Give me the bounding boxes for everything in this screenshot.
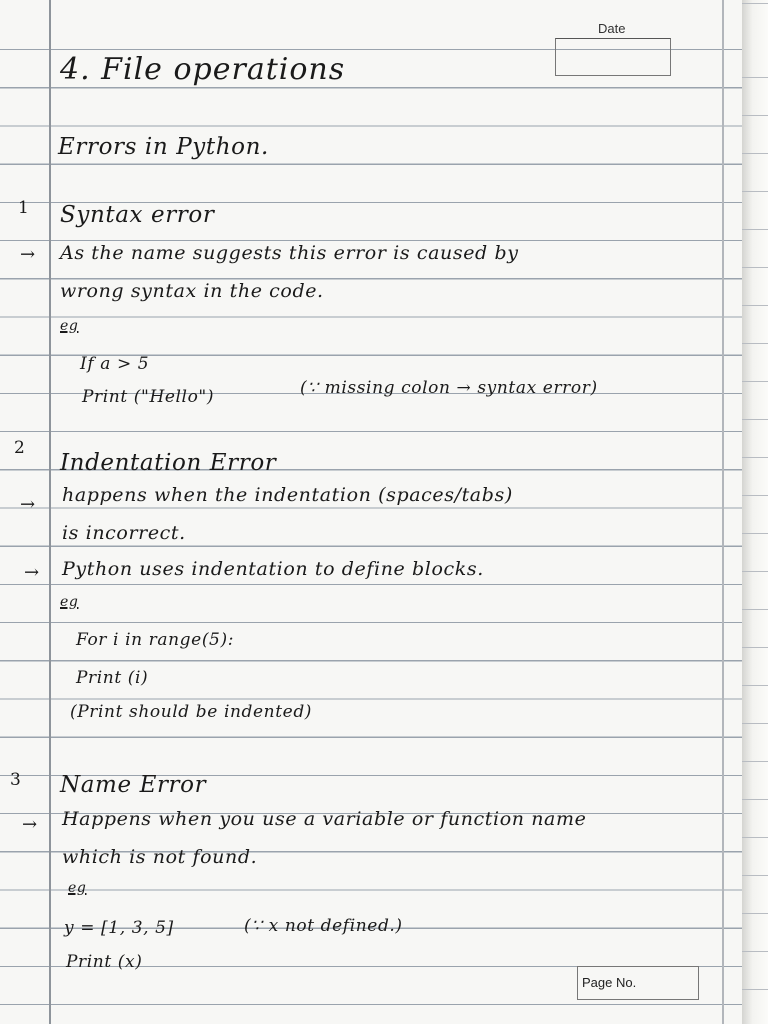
code-line: If a > 5: [80, 354, 150, 374]
code-line: For i in range(5):: [76, 630, 235, 650]
note-line: As the name suggests this error is caused by: [60, 242, 519, 264]
example-label: eg: [60, 594, 79, 610]
section-number: 2: [14, 438, 26, 458]
date-label: Date: [598, 21, 626, 36]
arrow-bullet: →: [24, 562, 40, 583]
date-box: [555, 38, 671, 76]
section-heading: Name Error: [60, 772, 207, 798]
section-number: 1: [18, 198, 30, 218]
page-title: 4. File operations: [60, 52, 346, 87]
code-line: y = [1, 3, 5]: [64, 918, 174, 938]
note-line: which is not found.: [62, 846, 258, 868]
note-line: happens when the indentation (spaces/tabs): [62, 484, 513, 506]
code-note: (∵ missing colon → syntax error): [300, 378, 598, 398]
section-number: 3: [10, 770, 22, 790]
right-margin-line: [722, 0, 724, 1024]
page-number-label: Page No.: [582, 975, 637, 990]
code-line: Print (i): [76, 668, 149, 688]
arrow-bullet: →: [20, 494, 36, 515]
code-line: Print (x): [66, 952, 143, 972]
margin-line: [49, 0, 51, 1024]
arrow-bullet: →: [22, 814, 38, 835]
section-heading: Syntax error: [60, 202, 215, 228]
code-line: (Print should be indented): [70, 702, 313, 722]
note-line: Python uses indentation to define blocks.: [62, 558, 484, 580]
arrow-bullet: →: [20, 244, 36, 265]
note-line: wrong syntax in the code.: [60, 280, 324, 302]
page-edge: [742, 0, 768, 1024]
code-note: (∵ x not defined.): [244, 916, 403, 936]
note-line: is incorrect.: [62, 522, 186, 544]
code-line: Print ("Hello"): [82, 387, 215, 407]
example-label: eg: [60, 318, 79, 334]
subtitle: Errors in Python.: [58, 134, 269, 160]
note-line: Happens when you use a variable or function name: [62, 808, 587, 830]
section-heading: Indentation Error: [60, 450, 277, 476]
example-label: eg: [68, 880, 87, 896]
